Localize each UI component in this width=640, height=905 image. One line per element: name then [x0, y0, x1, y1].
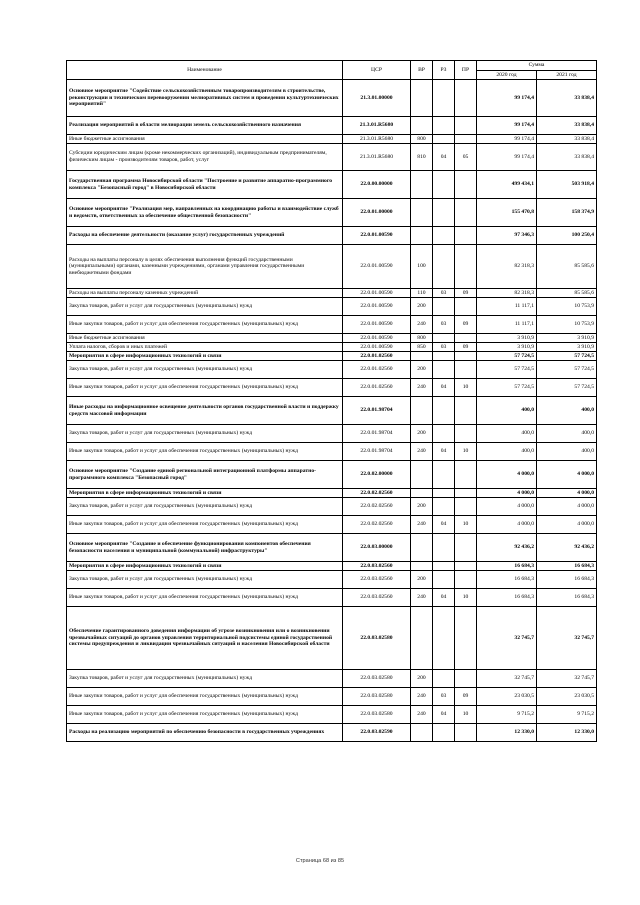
row-rz: 04	[433, 144, 455, 171]
row-rz	[433, 199, 455, 227]
row-vr: 200	[411, 571, 433, 589]
row-sum-2021: 92 436,2	[537, 534, 597, 562]
page-footer: Страница 68 из 85	[295, 858, 345, 864]
row-pr: 09	[455, 289, 477, 298]
row-sum-2020: 3 910,9	[477, 343, 537, 352]
row-name: Закупка товаров, работ и услуг для государственных (муниципальных) нужд	[67, 298, 343, 316]
row-name: Расходы на реализацию мероприятий по обеспечению безопасности в государственных учреждениях	[67, 724, 343, 742]
row-sum-2020: 11 117,1	[477, 316, 537, 334]
table-row	[67, 534, 597, 562]
row-pr: 09	[455, 316, 477, 334]
row-vr: 200	[411, 361, 433, 379]
row-sum-2020: 92 436,2	[477, 534, 537, 562]
row-pr	[455, 171, 477, 199]
row-vr	[411, 117, 433, 135]
row-rz	[433, 562, 455, 571]
row-sum-2021: 16 684,3	[537, 571, 597, 589]
row-rz: 04	[433, 516, 455, 534]
row-vr	[411, 534, 433, 562]
row-vr: 200	[411, 670, 433, 688]
table-row	[67, 489, 597, 498]
row-vr	[411, 489, 433, 498]
row-sum-2020: 32 745,7	[477, 670, 537, 688]
table-row	[67, 227, 597, 245]
row-sum-2021: 57 724,5	[537, 361, 597, 379]
row-pr	[455, 80, 477, 117]
row-rz	[433, 425, 455, 443]
row-csr: 22.0.02.00000	[343, 461, 411, 489]
row-sum-2021: 57 724,5	[537, 352, 597, 361]
header-2020: 2020 год	[477, 71, 537, 80]
row-sum-2021: 4 000,0	[537, 461, 597, 489]
row-name: Иные бюджетные ассигнования	[67, 135, 343, 144]
row-rz: 03	[433, 688, 455, 706]
row-vr: 200	[411, 298, 433, 316]
row-sum-2020: 32 745,7	[477, 607, 537, 670]
row-sum-2020: 82 318,3	[477, 245, 537, 289]
row-rz	[433, 117, 455, 135]
table-row	[67, 498, 597, 516]
row-csr: 22.0.02.02560	[343, 516, 411, 534]
row-csr: 22.0.03.02580	[343, 688, 411, 706]
row-name: Расходы на выплаты персоналу в целях обеспечения выполнения функций государственными (муниципальными) органами, казенными учреждениями, органами управления государственными внебюджетными фондами	[67, 245, 343, 289]
row-name: Обеспечение гарантированного доведения информации об угрозе возникновения или о возникновении чрезвычайных ситуаций до органов управления территориальной подсистемы единой государственной системы предупреждения и ликвидации чрезвычайных ситуаций и населения Новосибирской области	[67, 607, 343, 670]
row-csr: 22.0.01.00000	[343, 199, 411, 227]
row-name: Закупка товаров, работ и услуг для государственных (муниципальных) нужд	[67, 670, 343, 688]
row-sum-2021: 16 684,3	[537, 562, 597, 571]
row-rz	[433, 245, 455, 289]
row-name: Иные закупки товаров, работ и услуг для обеспечения государственных (муниципальных) нужд	[67, 316, 343, 334]
row-name: Основное мероприятие "Создание и обеспечение функционирования компонентов обеспечения безопасности населения и муниципальной (коммунальной) инфраструктуры"	[67, 534, 343, 562]
row-rz	[433, 670, 455, 688]
row-pr	[455, 334, 477, 343]
row-vr: 240	[411, 516, 433, 534]
row-pr	[455, 498, 477, 516]
row-csr: 21.3.01.R5680	[343, 144, 411, 171]
header-name: Наименование	[67, 61, 343, 80]
row-name: Иные бюджетные ассигнования	[67, 334, 343, 343]
row-csr: 22.0.01.00590	[343, 316, 411, 334]
row-pr: 05	[455, 144, 477, 171]
row-sum-2020: 97 346,3	[477, 227, 537, 245]
row-pr	[455, 425, 477, 443]
row-rz	[433, 334, 455, 343]
table-row	[67, 343, 597, 352]
row-vr: 240	[411, 688, 433, 706]
row-rz	[433, 171, 455, 199]
row-rz	[433, 352, 455, 361]
row-pr	[455, 361, 477, 379]
table-row	[67, 688, 597, 706]
row-sum-2020: 400,0	[477, 443, 537, 461]
row-vr: 240	[411, 316, 433, 334]
row-name: Иные закупки товаров, работ и услуг для обеспечения государственных (муниципальных) нужд	[67, 443, 343, 461]
table-row	[67, 379, 597, 397]
header-vr: ВР	[411, 61, 433, 80]
row-name: Основное мероприятие "Реализация мер, направленных на координацию работы и взаимодействие служб и ведомств, ответственных за обеспечение общественной безопасности"	[67, 199, 343, 227]
row-sum-2020: 99 174,4	[477, 135, 537, 144]
row-sum-2020: 4 000,0	[477, 461, 537, 489]
row-pr	[455, 135, 477, 144]
row-sum-2021: 85 585,6	[537, 245, 597, 289]
row-pr	[455, 245, 477, 289]
row-sum-2021: 10 753,9	[537, 316, 597, 334]
row-sum-2020: 57 724,5	[477, 379, 537, 397]
row-csr: 22.0.01.00590	[343, 227, 411, 245]
row-csr: 22.0.03.02590	[343, 724, 411, 742]
header-sum: Сумма	[477, 61, 597, 71]
row-rz: 04	[433, 589, 455, 607]
table-row	[67, 135, 597, 144]
row-vr: 800	[411, 135, 433, 144]
row-vr: 810	[411, 144, 433, 171]
table-row	[67, 334, 597, 343]
row-sum-2020: 99 174,4	[477, 117, 537, 135]
row-pr	[455, 227, 477, 245]
row-rz	[433, 498, 455, 516]
row-vr	[411, 562, 433, 571]
row-sum-2020: 9 715,2	[477, 706, 537, 724]
row-csr: 21.3.01.R5680	[343, 117, 411, 135]
row-sum-2021: 33 838,4	[537, 80, 597, 117]
row-sum-2021: 100 250,4	[537, 227, 597, 245]
row-sum-2020: 99 174,4	[477, 80, 537, 117]
table-row	[67, 461, 597, 489]
table-row	[67, 589, 597, 607]
row-sum-2020: 82 318,3	[477, 289, 537, 298]
row-name: Основное мероприятие "Содействие сельскохозяйственным товаропроизводителям в строительстве, реконструкции и техническом перевооружении мелиоративных систем и проведении культуртехнических мероприятий"	[67, 80, 343, 117]
row-sum-2020: 155 470,8	[477, 199, 537, 227]
row-vr: 240	[411, 443, 433, 461]
row-name: Государственная программа Новосибирской области "Построение и развитие аппаратно-программного комплекса "Безопасный город" в Новосибирской области	[67, 171, 343, 199]
row-csr: 22.0.01.98704	[343, 443, 411, 461]
row-name: Иные закупки товаров, работ и услуг для обеспечения государственных (муниципальных) нужд	[67, 706, 343, 724]
row-sum-2020: 12 330,0	[477, 724, 537, 742]
row-vr: 110	[411, 289, 433, 298]
row-name: Субсидии юридическим лицам (кроме некоммерческих организаций), индивидуальным предпринимателям, физическим лицам - производителям товаров, работ, услуг	[67, 144, 343, 171]
row-sum-2020: 400,0	[477, 397, 537, 425]
row-name: Закупка товаров, работ и услуг для государственных (муниципальных) нужд	[67, 425, 343, 443]
row-rz: 04	[433, 443, 455, 461]
row-sum-2021: 4 000,0	[537, 516, 597, 534]
table-header-row	[67, 61, 597, 71]
row-vr: 850	[411, 343, 433, 352]
row-pr: 10	[455, 589, 477, 607]
row-rz	[433, 361, 455, 379]
row-csr: 21.3.01.R5680	[343, 135, 411, 144]
row-sum-2021: 33 838,4	[537, 135, 597, 144]
table-row	[67, 443, 597, 461]
row-sum-2021: 12 330,0	[537, 724, 597, 742]
table-row	[67, 80, 597, 117]
row-csr: 22.0.03.02580	[343, 607, 411, 670]
row-sum-2020: 11 117,1	[477, 298, 537, 316]
table-row	[67, 724, 597, 742]
row-csr: 22.0.01.00590	[343, 289, 411, 298]
row-csr: 22.0.01.02560	[343, 379, 411, 397]
table-row	[67, 117, 597, 135]
row-csr: 22.0.03.02580	[343, 706, 411, 724]
row-rz	[433, 534, 455, 562]
row-sum-2020: 16 684,3	[477, 562, 537, 571]
row-sum-2021: 400,0	[537, 425, 597, 443]
row-pr	[455, 199, 477, 227]
row-name: Иные закупки товаров, работ и услуг для обеспечения государственных (муниципальных) нужд	[67, 516, 343, 534]
row-name: Закупка товаров, работ и услуг для государственных (муниципальных) нужд	[67, 361, 343, 379]
row-csr: 22.0.03.02560	[343, 589, 411, 607]
row-rz: 03	[433, 343, 455, 352]
row-pr	[455, 397, 477, 425]
row-rz	[433, 397, 455, 425]
row-csr: 22.0.01.98704	[343, 425, 411, 443]
row-vr	[411, 397, 433, 425]
table-row	[67, 199, 597, 227]
row-sum-2020: 4 000,0	[477, 498, 537, 516]
row-name: Иные закупки товаров, работ и услуг для обеспечения государственных (муниципальных) нужд	[67, 589, 343, 607]
row-sum-2021: 158 374,9	[537, 199, 597, 227]
row-rz	[433, 461, 455, 489]
row-csr: 22.0.01.02560	[343, 361, 411, 379]
row-pr: 10	[455, 379, 477, 397]
table-row	[67, 171, 597, 199]
row-vr	[411, 171, 433, 199]
header-csr: ЦСР	[343, 61, 411, 80]
row-csr: 22.0.02.02560	[343, 489, 411, 498]
row-pr	[455, 461, 477, 489]
table-row	[67, 706, 597, 724]
table-row	[67, 516, 597, 534]
row-rz	[433, 489, 455, 498]
budget-table	[66, 60, 597, 742]
row-rz	[433, 724, 455, 742]
row-pr	[455, 352, 477, 361]
row-sum-2021: 33 838,4	[537, 144, 597, 171]
table-row	[67, 361, 597, 379]
table-row	[67, 144, 597, 171]
row-sum-2021: 4 000,0	[537, 489, 597, 498]
row-vr	[411, 199, 433, 227]
row-sum-2020: 99 174,4	[477, 144, 537, 171]
row-rz	[433, 571, 455, 589]
row-sum-2020: 4 000,0	[477, 516, 537, 534]
row-vr	[411, 227, 433, 245]
row-vr	[411, 607, 433, 670]
row-pr	[455, 724, 477, 742]
row-name: Мероприятия в сфере информационных технологий и связи	[67, 562, 343, 571]
row-rz: 04	[433, 379, 455, 397]
row-name: Закупка товаров, работ и услуг для государственных (муниципальных) нужд	[67, 498, 343, 516]
table-body	[67, 80, 597, 742]
row-csr: 22.0.01.00590	[343, 245, 411, 289]
row-pr	[455, 117, 477, 135]
row-sum-2020: 16 684,3	[477, 589, 537, 607]
row-sum-2021: 23 030,5	[537, 688, 597, 706]
row-vr: 240	[411, 589, 433, 607]
row-sum-2021: 57 724,5	[537, 379, 597, 397]
table-row	[67, 352, 597, 361]
row-pr	[455, 298, 477, 316]
row-vr	[411, 80, 433, 117]
row-name: Основное мероприятие "Создание единой региональной интеграционной платформы аппаратно-программного комплекса "Безопасный город"	[67, 461, 343, 489]
row-name: Уплата налогов, сборов и иных платежей	[67, 343, 343, 352]
row-pr: 10	[455, 516, 477, 534]
table-row	[67, 298, 597, 316]
row-csr: 22.0.01.00590	[343, 334, 411, 343]
row-name: Иные расходы на информационное освещение деятельности органов государственной власти и поддержку средств массовой информации	[67, 397, 343, 425]
row-pr: 10	[455, 443, 477, 461]
row-csr: 22.0.01.02560	[343, 352, 411, 361]
row-csr: 21.3.01.00000	[343, 80, 411, 117]
row-rz	[433, 227, 455, 245]
header-2021: 2021 год	[537, 71, 597, 80]
row-csr: 22.0.00.00000	[343, 171, 411, 199]
row-sum-2021: 16 684,3	[537, 589, 597, 607]
row-rz	[433, 80, 455, 117]
row-csr: 22.0.02.02560	[343, 498, 411, 516]
row-csr: 22.0.01.98704	[343, 397, 411, 425]
row-name: Мероприятия в сфере информационных технологий и связи	[67, 489, 343, 498]
row-sum-2020: 400,0	[477, 425, 537, 443]
row-csr: 22.0.01.00590	[343, 298, 411, 316]
row-name: Расходы на обеспечение деятельности (оказание услуг) государственных учреждений	[67, 227, 343, 245]
table-row	[67, 397, 597, 425]
row-csr: 22.0.01.00590	[343, 343, 411, 352]
row-vr: 200	[411, 425, 433, 443]
row-sum-2021: 400,0	[537, 397, 597, 425]
row-rz	[433, 135, 455, 144]
row-pr: 10	[455, 706, 477, 724]
header-rz: РЗ	[433, 61, 455, 80]
row-csr: 22.0.03.00000	[343, 534, 411, 562]
row-pr	[455, 489, 477, 498]
row-sum-2020: 4 000,0	[477, 489, 537, 498]
row-sum-2021: 85 585,6	[537, 289, 597, 298]
row-sum-2020: 57 724,5	[477, 361, 537, 379]
row-rz: 03	[433, 316, 455, 334]
row-sum-2021: 400,0	[537, 443, 597, 461]
row-vr: 240	[411, 379, 433, 397]
row-pr	[455, 562, 477, 571]
row-sum-2021: 503 918,4	[537, 171, 597, 199]
table-row	[67, 562, 597, 571]
row-sum-2021: 32 745,7	[537, 607, 597, 670]
row-vr: 800	[411, 334, 433, 343]
row-sum-2020: 499 434,1	[477, 171, 537, 199]
row-sum-2021: 3 910,9	[537, 343, 597, 352]
table-row	[67, 289, 597, 298]
row-rz	[433, 298, 455, 316]
table-row	[67, 571, 597, 589]
row-pr	[455, 571, 477, 589]
row-vr	[411, 724, 433, 742]
row-csr: 22.0.03.02560	[343, 571, 411, 589]
header-pr: ПР	[455, 61, 477, 80]
row-name: Иные закупки товаров, работ и услуг для обеспечения государственных (муниципальных) нужд	[67, 688, 343, 706]
row-sum-2021: 4 000,0	[537, 498, 597, 516]
row-sum-2021: 10 753,9	[537, 298, 597, 316]
table-row	[67, 245, 597, 289]
row-sum-2021: 3 910,9	[537, 334, 597, 343]
row-sum-2020: 3 910,9	[477, 334, 537, 343]
row-csr: 22.0.03.02580	[343, 670, 411, 688]
table-row	[67, 316, 597, 334]
table-row	[67, 607, 597, 670]
row-csr: 22.0.03.02560	[343, 562, 411, 571]
document-page	[66, 60, 596, 742]
row-sum-2021: 32 745,7	[537, 670, 597, 688]
row-name: Закупка товаров, работ и услуг для государственных (муниципальных) нужд	[67, 571, 343, 589]
row-pr: 09	[455, 343, 477, 352]
table-row	[67, 425, 597, 443]
row-name: Иные закупки товаров, работ и услуг для обеспечения государственных (муниципальных) нужд	[67, 379, 343, 397]
row-sum-2020: 57 724,5	[477, 352, 537, 361]
row-name: Мероприятия в сфере информационных технологий и связи	[67, 352, 343, 361]
row-pr	[455, 607, 477, 670]
row-sum-2021: 9 715,2	[537, 706, 597, 724]
row-rz	[433, 607, 455, 670]
row-sum-2020: 23 030,5	[477, 688, 537, 706]
row-sum-2021: 33 838,4	[537, 117, 597, 135]
row-name: Реализация мероприятий в области мелиорации земель сельскохозяйственного назначения	[67, 117, 343, 135]
row-name: Расходы на выплаты персоналу казенных учреждений	[67, 289, 343, 298]
row-sum-2020: 16 684,3	[477, 571, 537, 589]
row-vr	[411, 461, 433, 489]
row-vr: 100	[411, 245, 433, 289]
row-vr: 240	[411, 706, 433, 724]
row-pr: 09	[455, 688, 477, 706]
row-rz: 04	[433, 706, 455, 724]
table-row	[67, 670, 597, 688]
row-pr	[455, 534, 477, 562]
row-vr	[411, 352, 433, 361]
row-pr	[455, 670, 477, 688]
row-vr: 200	[411, 498, 433, 516]
row-rz: 03	[433, 289, 455, 298]
